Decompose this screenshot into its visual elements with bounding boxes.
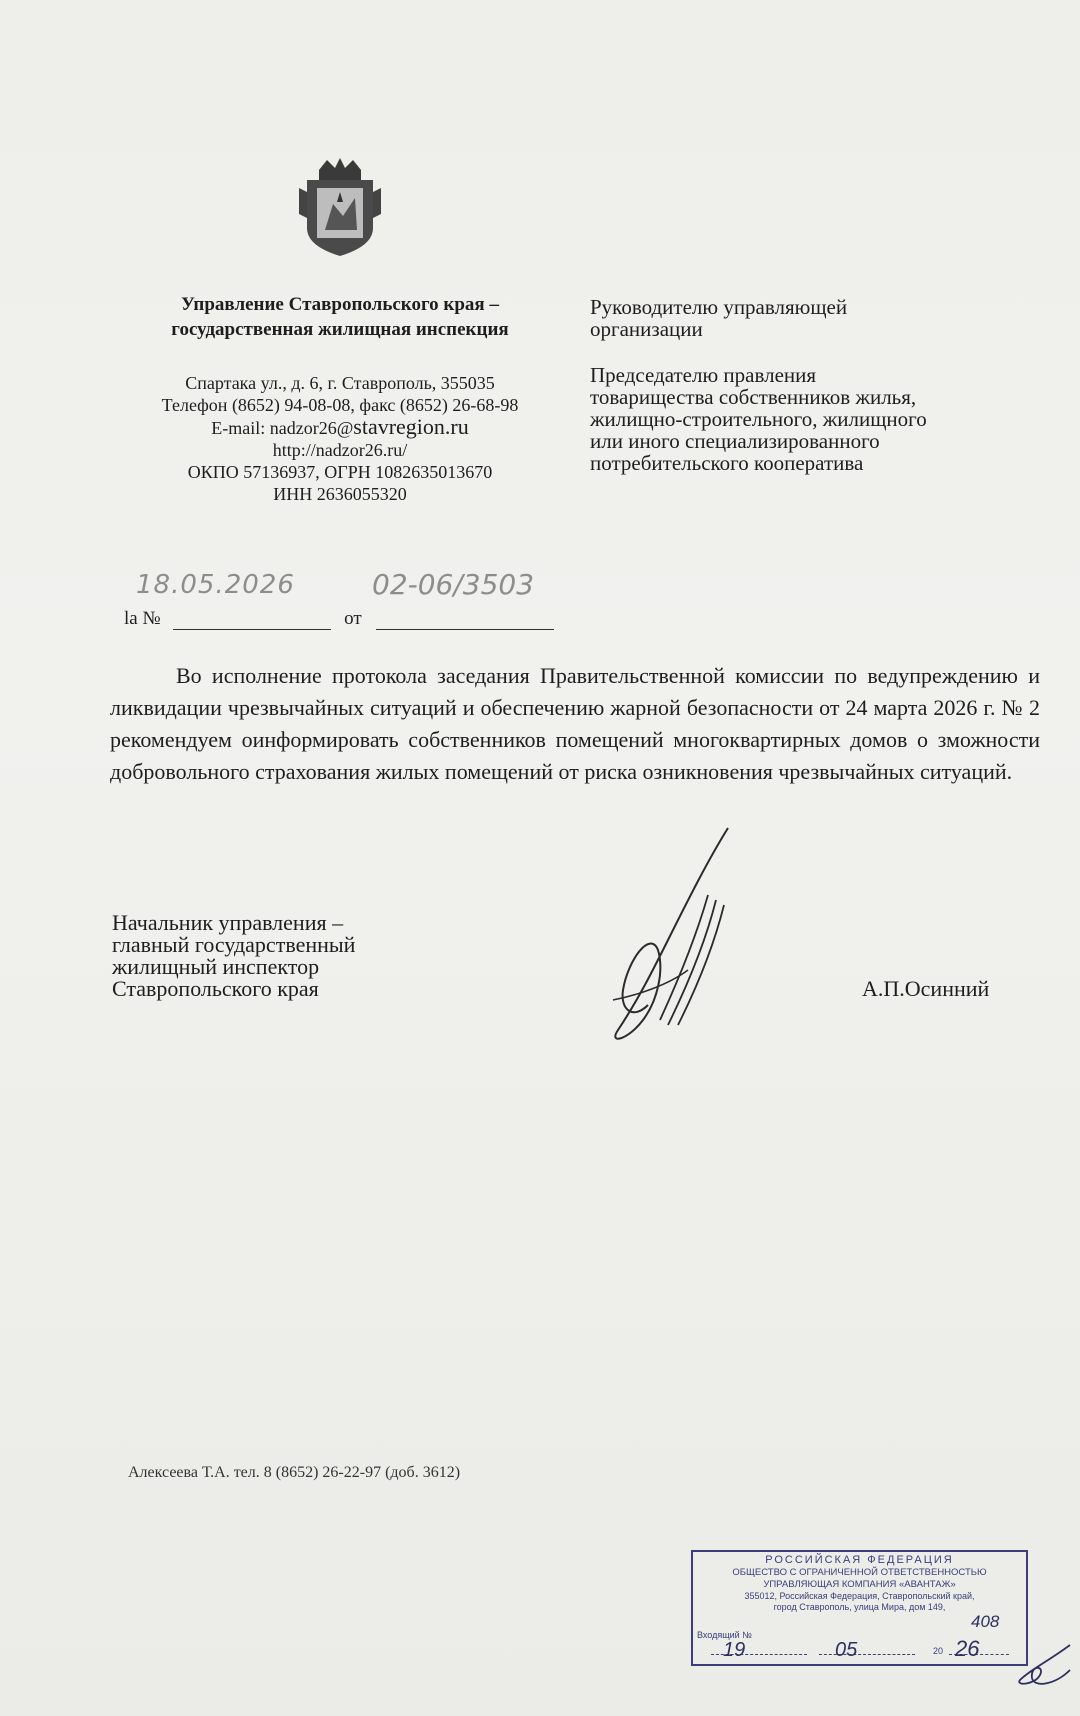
stamp-line: УПРАВЛЯЮЩАЯ КОМПАНИЯ «АВАНТАЖ» (763, 1579, 956, 1590)
sender-contacts (120, 372, 560, 505)
outgoing-date: 18.05.2026 (136, 570, 295, 600)
reference-number-blank (173, 611, 331, 630)
ot-label: от (344, 608, 362, 629)
body-paragraph: Во исполнение протокола заседания Правительственной комиссии по ведупреждению и ликвидации чрезвычайных ситуаций и обеспечению жарной безопасности от 24 марта 2026 г. № 2 рекомендуем оинформировать собственников помещений многоквартирных домов о зможности добровольного страхования жилых помещений от риска озникновения чрезвычайных ситуаций. (110, 663, 1040, 784)
sender-org-line: государственная жилищная инспекция (171, 319, 509, 340)
addressee-line: или иного специализированного (590, 429, 880, 453)
stamp-day: 19 (723, 1639, 746, 1661)
stamp-incoming-label: Входящий № (697, 1630, 752, 1640)
signatory-position (112, 912, 355, 1000)
position-line: Ставропольского края (112, 976, 319, 1001)
sender-block (120, 292, 560, 505)
coat-of-arms-emblem (297, 158, 383, 258)
stamp-incoming-number: 408 (971, 1612, 1000, 1631)
stamp-line: город Ставрополь, улица Мира, дом 149, (773, 1602, 946, 1612)
incoming-registration-stamp (691, 1550, 1028, 1666)
letter-body (110, 660, 1040, 788)
stamp-line: ОБЩЕСТВО С ОГРАНИЧЕННОЙ ОТВЕТСТВЕННОСТЬЮ (732, 1567, 987, 1578)
handwritten-signature (598, 820, 738, 1050)
position-line: жилищный инспектор (112, 954, 320, 979)
reference-line (124, 608, 554, 630)
sender-phone: Телефон (8652) 94-08-08, факс (8652) 26-68-98 (161, 395, 519, 415)
position-line: главный государственный (112, 932, 356, 957)
na-label: la № (124, 608, 161, 629)
sender-okpo-ogrn: ОКПО 57136937, ОГРН 1082635013670 (187, 462, 493, 482)
outgoing-number: 02-06/3503 (372, 568, 535, 601)
email-domain: stavregion.ru (353, 414, 469, 439)
stamp-month-line (819, 1654, 915, 1655)
signer-name: А.П.Осинний (862, 976, 990, 1001)
addressee-line: товарищества собственников жилья, (590, 385, 917, 409)
addressee-line: жилищно-строительного, жилищного (590, 407, 927, 431)
stamp-year: 26 (955, 1636, 980, 1661)
addressee-line: организации (590, 317, 703, 341)
sender-org-line: Управление Ставропольского края – (181, 294, 499, 315)
sender-website: http://nadzor26.ru/ (272, 440, 408, 460)
stamp-initials-signature (1010, 1640, 1080, 1690)
position-line: Начальник управления – (112, 910, 344, 935)
sender-inn: ИНН 2636055320 (273, 484, 407, 504)
email-prefix: E-mail: nadzor26@ (211, 418, 354, 438)
addressee-line: Председателю правления (590, 363, 817, 387)
stamp-year-prefix: 20 (933, 1646, 944, 1656)
executor-contact: Алексеева Т.А. тел. 8 (8652) 26-22-97 (доб. 3612) (128, 1464, 461, 1481)
stamp-month: 05 (835, 1639, 858, 1661)
sender-email (120, 416, 560, 439)
addressee-line: Руководителю управляющей (590, 295, 848, 319)
sender-org-name (120, 292, 560, 342)
reference-date-blank (376, 611, 554, 630)
stamp-line: РОССИЙСКАЯ ФЕДЕРАЦИЯ (765, 1554, 954, 1566)
sender-address: Спартака ул., д. 6, г. Ставрополь, 355035 (185, 373, 495, 393)
addressee-block (590, 296, 1060, 474)
addressee-line: потребительского кооператива (590, 451, 864, 475)
stamp-line: 355012, Российская Федерация, Ставропольский край, (744, 1591, 975, 1601)
